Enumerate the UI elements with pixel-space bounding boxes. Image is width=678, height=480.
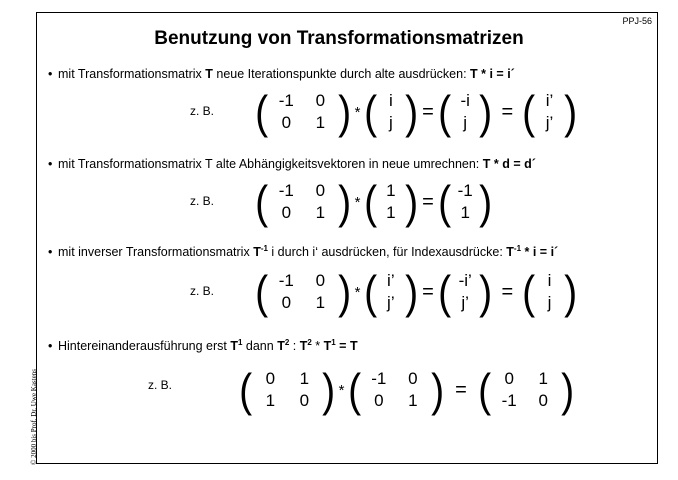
left-paren: ( xyxy=(477,364,492,416)
right-paren: ) xyxy=(404,266,419,318)
vector-cell: j’ xyxy=(545,113,554,132)
matrix-cell: 1 xyxy=(265,391,276,410)
matrix-cell: -1 xyxy=(278,91,294,110)
matrix-cell: 0 xyxy=(315,91,326,110)
bullet-dot: • xyxy=(48,245,53,260)
matrix xyxy=(269,90,337,134)
equals-operator: = xyxy=(501,100,514,123)
right-paren: ) xyxy=(563,86,577,138)
bullet-bold: T xyxy=(230,339,238,354)
matrix-cell: -1 xyxy=(501,391,517,410)
vector xyxy=(378,270,404,314)
equals-operator: = xyxy=(501,280,514,303)
bullet-bold: T xyxy=(506,245,514,260)
left-paren: ( xyxy=(363,86,377,138)
vector-cell: j xyxy=(463,113,468,132)
multiply-operator: * xyxy=(338,381,345,399)
vector-cell: j xyxy=(547,293,552,312)
example-label: z. B. xyxy=(190,104,215,118)
copyright-notice: © 2000 bis Prof. Dr. Uwe Kastens xyxy=(30,369,38,465)
left-paren: ( xyxy=(437,176,452,228)
right-paren: ) xyxy=(404,176,419,228)
vector xyxy=(537,270,563,314)
vector xyxy=(537,90,563,134)
bullet-3 xyxy=(48,244,558,259)
matrix xyxy=(362,368,430,412)
matrix xyxy=(492,368,560,412)
bullet-formula: T * d = d´ xyxy=(482,157,536,171)
right-paren: ) xyxy=(479,266,493,318)
matrix-cell: 0 xyxy=(374,391,384,410)
right-paren: ) xyxy=(430,364,445,416)
multiply-operator: * xyxy=(354,103,361,121)
bullet-formula: * i = i´ xyxy=(521,245,559,260)
bullet-bold: T xyxy=(323,339,332,354)
example-label: z. B. xyxy=(190,194,215,208)
bullet-bold: T xyxy=(205,67,213,81)
vector-cell: 1 xyxy=(460,203,470,222)
left-paren: ( xyxy=(363,176,377,228)
vector-cell: j’ xyxy=(461,293,469,312)
vector-cell: 1 xyxy=(386,203,396,222)
bullet-formula: = T xyxy=(335,339,358,354)
left-paren: ( xyxy=(437,86,452,138)
bullet-text: : xyxy=(289,339,300,354)
vector-cell: i xyxy=(547,271,552,290)
bullet-text: dann xyxy=(242,339,278,354)
multiply-operator: * xyxy=(354,193,361,211)
left-paren: ( xyxy=(347,364,361,416)
vector xyxy=(452,270,478,314)
vector-cell: j’ xyxy=(387,293,395,312)
slide-id: PPJ-56 xyxy=(622,16,652,26)
right-paren: ) xyxy=(479,86,493,138)
right-paren: ) xyxy=(322,364,336,416)
bullet-1 xyxy=(48,67,515,81)
equation-1 xyxy=(254,88,578,136)
vector xyxy=(452,90,478,134)
bullet-2 xyxy=(48,157,536,171)
bullet-text: mit Transformationsmatrix T alte Abhängigkeitsvektoren in neue umrechnen: xyxy=(58,157,483,171)
superscript: 2 xyxy=(307,338,312,347)
bullet-text: neue Iterationspunkte durch alte ausdrücken: xyxy=(212,67,471,81)
vector-cell: -i’ xyxy=(458,271,472,290)
equals-operator: = xyxy=(455,378,467,401)
bullet-formula: T * i = i´ xyxy=(470,67,515,81)
equation-3 xyxy=(254,268,578,316)
right-paren: ) xyxy=(479,176,493,228)
matrix-cell: 0 xyxy=(281,293,292,312)
equation-2 xyxy=(254,178,494,226)
left-paren: ( xyxy=(255,176,269,228)
bullet-dot: • xyxy=(48,67,53,81)
vector xyxy=(452,180,478,224)
matrix-cell: 0 xyxy=(504,369,514,388)
vector xyxy=(378,180,404,224)
matrix-cell: 0 xyxy=(299,391,310,410)
superscript: -1 xyxy=(260,244,268,253)
bullet-text: i durch i‘ ausdrücken, für Indexausdrücke: xyxy=(267,245,507,260)
matrix-cell: 0 xyxy=(315,271,326,290)
left-paren: ( xyxy=(437,266,452,318)
matrix xyxy=(253,368,321,412)
superscript: 2 xyxy=(284,338,290,347)
left-paren: ( xyxy=(363,266,377,318)
matrix-cell: 1 xyxy=(408,391,418,410)
matrix xyxy=(269,180,337,224)
vector-cell: -i xyxy=(460,91,470,110)
bullet-text: * xyxy=(311,339,324,354)
superscript: -1 xyxy=(513,244,522,253)
vector-cell: i xyxy=(388,91,393,110)
equals-operator: = xyxy=(422,280,434,303)
matrix-cell: 1 xyxy=(315,113,326,132)
vector-cell: i’ xyxy=(387,271,395,290)
matrix-cell: 1 xyxy=(315,203,326,222)
matrix-cell: 1 xyxy=(299,369,310,388)
right-paren: ) xyxy=(563,266,577,318)
right-paren: ) xyxy=(404,86,419,138)
superscript: 1 xyxy=(331,338,336,347)
matrix-cell: 0 xyxy=(281,203,292,222)
vector xyxy=(378,90,404,134)
right-paren: ) xyxy=(338,176,352,228)
equals-operator: = xyxy=(422,190,434,213)
matrix-cell: -1 xyxy=(278,181,294,200)
left-paren: ( xyxy=(255,86,269,138)
left-paren: ( xyxy=(522,266,536,318)
bullet-dot: • xyxy=(48,339,53,354)
bullet-dot: • xyxy=(48,157,53,171)
matrix-cell: 0 xyxy=(265,369,276,388)
matrix-cell: 0 xyxy=(538,391,548,410)
matrix xyxy=(269,270,337,314)
matrix-cell: 0 xyxy=(408,369,418,388)
matrix-cell: 1 xyxy=(538,369,548,388)
vector-cell: -1 xyxy=(457,181,473,200)
equation-4 xyxy=(238,366,576,414)
vector-cell: 1 xyxy=(386,181,396,200)
matrix-cell: -1 xyxy=(278,271,294,290)
matrix-cell: -1 xyxy=(371,369,387,388)
bullet-text: mit inverser Transformationsmatrix xyxy=(58,245,254,260)
matrix-cell: 1 xyxy=(315,293,326,312)
vector-cell: j xyxy=(388,113,393,132)
bullet-4 xyxy=(48,338,358,353)
superscript: 1 xyxy=(237,338,243,347)
bullet-bold: T xyxy=(277,339,285,354)
matrix-cell: 0 xyxy=(315,181,326,200)
bullet-text: Hintereinanderausführung erst xyxy=(58,339,231,354)
left-paren: ( xyxy=(239,364,253,416)
left-paren: ( xyxy=(255,266,269,318)
bullet-bold: T xyxy=(299,339,308,354)
example-label: z. B. xyxy=(190,284,215,298)
multiply-operator: * xyxy=(354,283,361,301)
page-title: Benutzung von Transformationsmatrizen xyxy=(154,28,524,49)
right-paren: ) xyxy=(338,86,352,138)
bullet-text: mit Transformationsmatrix xyxy=(58,67,206,81)
right-paren: ) xyxy=(338,266,352,318)
left-paren: ( xyxy=(522,86,536,138)
equals-operator: = xyxy=(422,100,434,123)
right-paren: ) xyxy=(561,364,575,416)
vector-cell: i’ xyxy=(545,91,554,110)
matrix-cell: 0 xyxy=(281,113,292,132)
bullet-bold: T xyxy=(253,245,261,260)
example-label: z. B. xyxy=(148,378,173,392)
